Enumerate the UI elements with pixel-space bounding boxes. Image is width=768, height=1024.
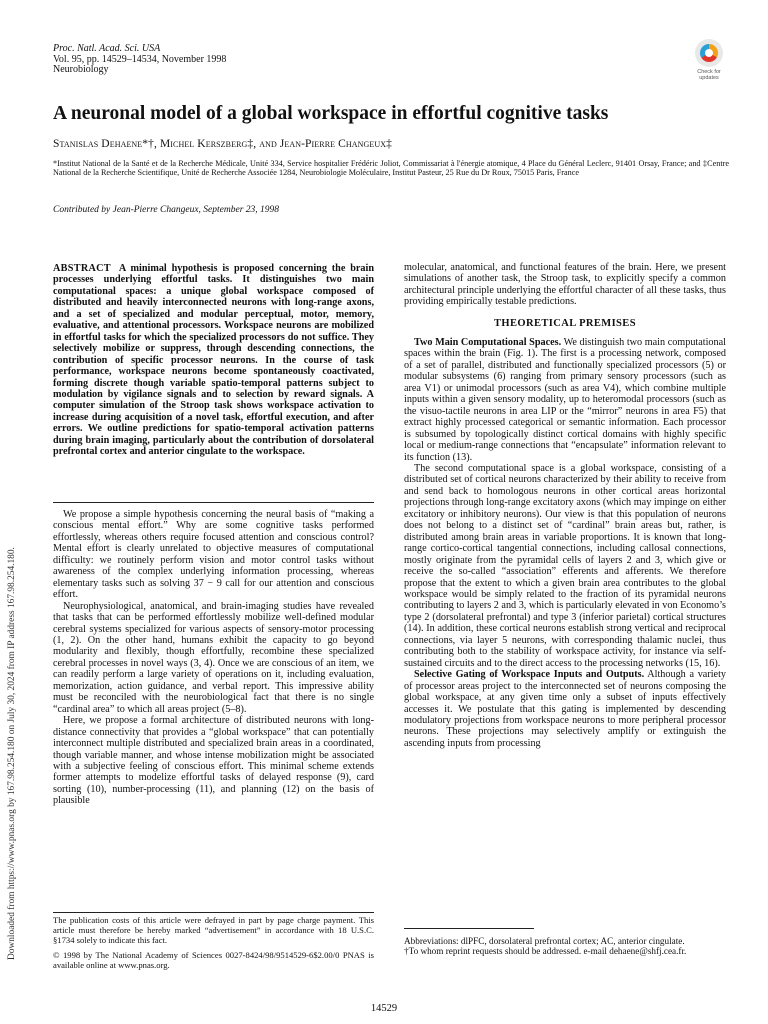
download-side-note: [4, 300, 18, 960]
journal-volume: Vol. 95, pp. 14529–14534, November 1998: [53, 53, 227, 65]
contributed-by: Contributed by Jean-Pierre Changeux, September 23, 1998: [53, 205, 280, 215]
footnote-correspondence: †To whom reprint requests should be addressed. e-mail dehaene@shfj.cea.fr.: [404, 946, 687, 957]
check-for-updates-icon: [695, 39, 723, 67]
abstract: [53, 263, 374, 458]
subsection-title: Selective Gating of Workspace Inputs and Outputs.: [414, 669, 645, 681]
body-left-column: [53, 509, 374, 807]
abstract-text: A minimal hypothesis is proposed concerning the brain processes underlying effortful tasks. It distinguishes two main computational spaces: a unique global workspace composed of distributed and heavily interconnected neurons with long-range axons, and a set of specialized and modular perceptual, motor, memory, evaluative, and attentional processors. Workspace neurons are mobilized in effortful tasks for which the specialized processors do not suffice. They selectively mobilize or suppress, through descending connections, the contribution of specific processor neurons. In the course of task performance, workspace neurons become spontaneously coactivated, forming discrete though variable spatio-temporal patterns subject to modulation by vigilance signals and to selection by reward signals. A computer simulation of the Stroop task shows workspace activation to increase during acquisition of a novel task, effortful execution, and after errors. We outline predictions for spatio-temporal activation patterns during brain imaging, particularly about the contribution of dorsolateral prefrontal cortex and anterior cingulate to the workspace.: [53, 263, 374, 458]
paragraph: molecular, anatomical, and functional features of the brain. Here, we present simulations of another task, the Stroop task, to explicitly specify a common architectural principle underlying the effortful character of all these tasks, thus providing empirically testable predictions.: [404, 262, 726, 308]
paragraph-text: The second computational space is a global workspace, consisting of a distributed set of cortical neurons characterized by their ability to receive from and send back to homologous neurons in other cortical areas horizontal projections through long-range excitatory axons (which may impinge on either excitatory or inhibitory neurons). Our view is that this population of neurons does not belong to a distinct set of “cardinal” brain areas but, rather, is distributed among brain areas in variable proportions. It is known that long-range cortico-cortical tangential connections, including callosal connections, mostly originate from the pyramidal cells of layers 2 and 3, which give or receive the so-called “association” efferents and afferents. We therefore propose that the extent to which a given brain area contributes to the global workspace would be simply related to the fraction of its pyramidal neurons contributing to layers 2 and 3, which is particularly elevated in von Economo’s type 2 (dorsolateral prefrontal) and type 3 (inferior parietal) cortical structures (14). In addition, these cortical neurons establish strong vertical and reciprocal connections, via layer 5 neurons, with corresponding thalamic nuclei, thus contributing both to the stability of workspace activity, for instance via self-sustained circuits and to the direct access to the processing networks (15, 16).: [404, 462, 726, 669]
check-for-updates-badge[interactable]: [690, 39, 728, 81]
journal-name: Proc. Natl. Acad. Sci. USA: [53, 43, 161, 54]
section-heading: THEORETICAL PREMISES: [494, 318, 636, 329]
footnote-divider-left: [53, 912, 374, 913]
abstract-divider: [53, 502, 374, 503]
journal-header: [53, 44, 226, 76]
badge-line2: updates: [699, 75, 719, 81]
download-side-note-text: Downloaded from https://www.pnas.org by 167.98.254.180 on July 30, 2024 from IP address 167.98.254.180.: [7, 547, 17, 960]
footnote-right: [404, 936, 726, 957]
page-number: 14529: [370, 1003, 398, 1014]
footnote-copyright: © 1998 by The National Academy of Sciences 0027-8424/98/9514529-6$2.00/0 PNAS is available online at www.pnas.org.: [53, 950, 374, 971]
author-list: Stanislas Dehaene*†, Michel Kerszberg‡, and Jean-Pierre Changeux‡: [53, 138, 392, 150]
footnote-left: [53, 916, 374, 977]
journal-section: Neurobiology: [53, 64, 109, 75]
footnote-publication-costs: The publication costs of this article were defrayed in part by page charge payment. This article must therefore be hereby marked “advertisement” in accordance with 18 U.S.C. §1734 solely to indicate this fact.: [53, 915, 374, 945]
badge-line1: Check for: [697, 69, 721, 75]
body-right-top: [404, 262, 726, 308]
affiliations: *Institut National de la Santé et de la Recherche Médicale, Unité 334, Service hospitalier Frédéric Joliot, Commissariat à l'énergie atomique, 4 Place du Général Leclerc, 91401 Orsay, France; and ‡Centre National de la Recherche Scientifique, Unité de Recherche Associée 1284, Neurobiologie Moléculaire, Institut Pasteur, 25 Rue du Dr Roux, 75015 Paris, France: [53, 159, 729, 178]
paragraph: [404, 463, 726, 669]
subsection-title: Two Main Computational Spaces.: [414, 337, 562, 348]
paragraph-text: We distinguish two main computational spaces within the brain (Fig. 1). The first is a processing network, composed of a set of parallel, distributed and functionally specialized processors (5) or modular subsystems (6) ranging from primary sensory processors (such as area V1) or unimodal processors (such as area V4), which combine multiple inputs within a given sensory modality, up to heteromodal processors (such as the visuo-tactile neurons in area LIP or the “mirror” neurons in area F5) that extract highly processed categorical or semantic information. Each processor is subsumed by topologically distinct cortical domains with highly specific local or medium-range connections that “encapsulate” information relevant to its function (13).: [404, 337, 726, 463]
body-right-column: [404, 337, 726, 749]
paragraph: [404, 669, 726, 749]
paragraph: [404, 337, 726, 463]
abstract-label: ABSTRACT: [53, 263, 111, 274]
paragraph-text: Although a variety of processor areas project to the interconnected set of neurons composing the global workspace, at any given time only a subset of inputs effectively accesses it. We postulate that this gating is implemented by descending modulatory projections from workspace neurons to more peripheral processor neurons. These projections may selectively amplify or extinguish the ascending inputs from processing: [404, 669, 727, 749]
paragraph: We propose a simple hypothesis concerning the neural basis of “making a conscious mental effort.” Why are some cognitive tasks performed effortlessly, whereas others require focused attention and conscious control? Mental effort is clearly unrelated to objective measures of computational difficulty: we routinely perform vision and motor control tasks without awareness of the complex underlying information processing, whereas elementary tasks such as solving 37 − 9 call for our attention and conscious effort.: [53, 509, 374, 601]
footnote-abbreviations: Abbreviations: dlPFC, dorsolateral prefrontal cortex; AC, anterior cingulate.: [404, 936, 685, 946]
paragraph: Here, we propose a formal architecture of distributed neurons with long-distance connectivity that provides a “global workspace” that can potentially interconnect multiple distributed and specialized brain areas in a coordinated, though variable manner, and whose intense mobilization might be associated with a subjective feeling of conscious effort. This minimal scheme extends former attempts to modelize effortful tasks of delayed response (9), card sorting (10), number-processing (11), and planning (12) on the basis of plausible: [53, 715, 374, 807]
article-title: A neuronal model of a global workspace in effortful cognitive tasks: [53, 103, 609, 124]
footnote-divider-right: [404, 928, 534, 929]
paragraph: Neurophysiological, anatomical, and brain-imaging studies have revealed that tasks that can be performed effortlessly mobilize well-defined modular cerebral systems specialized for various aspects of sensory-motor processing (1, 2). On the other hand, humans exhibit the capacity to go beyond modularity and flexibly, though effortfully, recombine these specialized cerebral processes in novel ways (3, 4). Once we are conscious of an item, we can readily perform a large variety of operations on it, including evaluation, memorization, action guidance, and verbal report. This impressive ability must be reconciled with the neurobiological fact that there is no single “cardinal area” to which all areas project (5–8).: [53, 600, 374, 715]
